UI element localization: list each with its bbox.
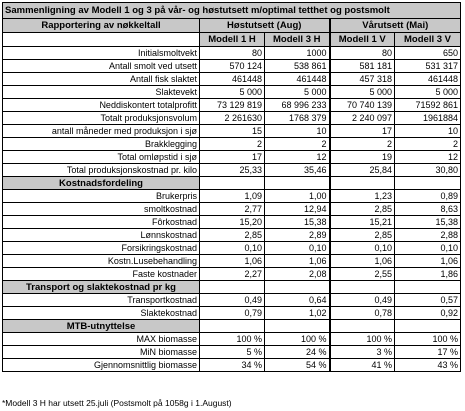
cell-value: 0,10 (265, 242, 330, 255)
cell-value: 17 % (395, 346, 461, 359)
cell-value: 100 % (330, 333, 395, 346)
cell-value: 10 (265, 125, 330, 138)
cell-value: 19 (330, 151, 395, 164)
cell-value: 650 (395, 47, 461, 60)
cell-value: 2 (330, 138, 395, 151)
cell-value: 15,20 (200, 216, 265, 229)
row-label: Initialsmoltvekt (3, 47, 200, 60)
cell-value: 461448 (200, 73, 265, 86)
section-blank-cell (330, 281, 395, 294)
cell-value: 2,88 (395, 229, 461, 242)
cell-value: 2,85 (200, 229, 265, 242)
section-blank-cell (265, 177, 330, 190)
table-row (3, 333, 461, 346)
transport-section-title: Transport og slaktekostnad pr kg (3, 281, 200, 294)
row-label: Brakklegging (3, 138, 200, 151)
cell-value: 2,27 (200, 268, 265, 281)
cell-value: 5 % (200, 346, 265, 359)
table-row (3, 151, 461, 164)
cell-value: 1,09 (200, 190, 265, 203)
table-row (3, 307, 461, 320)
cell-value: 1000 (265, 47, 330, 60)
mtb-section-title: MTB-utnyttelse (3, 320, 200, 333)
table-row (3, 242, 461, 255)
cell-value: 24 % (265, 346, 330, 359)
cost-section-title: Kostnadsfordeling (3, 177, 200, 190)
row-label: Faste kostnader (3, 268, 200, 281)
cell-value: 70 740 139 (330, 99, 395, 112)
cell-value: 2,77 (200, 203, 265, 216)
table-row (3, 73, 461, 86)
table-title: Sammenligning av Modell 1 og 3 på vår- og høstutsett m/optimal tetthet og postsmolt (3, 3, 461, 19)
model-header: Modell 3 H (265, 33, 330, 47)
cell-value: 30,80 (395, 164, 461, 177)
cell-value: 538 861 (265, 60, 330, 73)
cell-value: 1,02 (265, 307, 330, 320)
cell-value: 2,85 (330, 203, 395, 216)
cell-value: 68 996 233 (265, 99, 330, 112)
cell-value: 2,08 (265, 268, 330, 281)
cell-value: 581 181 (330, 60, 395, 73)
cell-value: 43 % (395, 359, 461, 372)
table-row (3, 203, 461, 216)
row-label: Lønnskostnad (3, 229, 200, 242)
row-label: Antall fisk slaktet (3, 73, 200, 86)
table-row (3, 86, 461, 99)
row-label: antall måneder med produksjon i sjø (3, 125, 200, 138)
model-header: Modell 3 V (395, 33, 461, 47)
cell-value: 0,78 (330, 307, 395, 320)
section-blank-cell (200, 177, 265, 190)
cell-value: 12,94 (265, 203, 330, 216)
row-label: Forsikringskostnad (3, 242, 200, 255)
table-row (3, 99, 461, 112)
cell-value: 1,86 (395, 268, 461, 281)
cell-value: 54 % (265, 359, 330, 372)
cell-value: 2,55 (330, 268, 395, 281)
model-header-row (3, 33, 461, 47)
row-label: Antall smolt ved utsett (3, 60, 200, 73)
cell-value: 0,92 (395, 307, 461, 320)
table-row (3, 268, 461, 281)
section-blank-cell (200, 281, 265, 294)
cell-value: 2 (265, 138, 330, 151)
cell-value: 41 % (330, 359, 395, 372)
cell-value: 3 % (330, 346, 395, 359)
cell-value: 12 (395, 151, 461, 164)
spring-header: Vårutsett (Mai) (330, 19, 461, 33)
cell-value: 0,10 (330, 242, 395, 255)
table-row (3, 164, 461, 177)
cell-value: 1,06 (395, 255, 461, 268)
cell-value: 0,89 (395, 190, 461, 203)
cell-value: 461448 (395, 73, 461, 86)
cell-value: 0,79 (200, 307, 265, 320)
row-label: Kostn.Lusebehandling (3, 255, 200, 268)
cell-value: 25,33 (200, 164, 265, 177)
cell-value: 1,06 (330, 255, 395, 268)
section-blank-cell (395, 281, 461, 294)
cell-value: 80 (330, 47, 395, 60)
table-row (3, 346, 461, 359)
cell-value: 34 % (200, 359, 265, 372)
cell-value: 8,63 (395, 203, 461, 216)
cell-value: 17 (330, 125, 395, 138)
section-blank-cell (265, 320, 330, 333)
cell-value: 531 317 (395, 60, 461, 73)
row-label: Transportkostnad (3, 294, 200, 307)
cell-value: 15,21 (330, 216, 395, 229)
cell-value: 1768 379 (265, 112, 330, 125)
cell-value: 2,89 (265, 229, 330, 242)
cell-value: 0,49 (330, 294, 395, 307)
table-row (3, 294, 461, 307)
model-header-blank (3, 33, 200, 47)
cell-value: 25,84 (330, 164, 395, 177)
cost-section-header-row (3, 177, 461, 190)
cell-value: 71592 861 (395, 99, 461, 112)
section-blank-cell (200, 320, 265, 333)
row-label: Totalt produksjonsvolum (3, 112, 200, 125)
cell-value: 1,06 (200, 255, 265, 268)
cell-value: 1,23 (330, 190, 395, 203)
row-label: Brukerpris (3, 190, 200, 203)
table-title-row (3, 3, 461, 19)
cell-value: 15 (200, 125, 265, 138)
cell-value: 15,38 (395, 216, 461, 229)
cell-value: 1,00 (265, 190, 330, 203)
row-label: MAX biomasse (3, 333, 200, 346)
row-label: Gjennomsnittlig biomasse (3, 359, 200, 372)
cell-value: 100 % (200, 333, 265, 346)
row-label: MiN biomasse (3, 346, 200, 359)
report-label: Rapportering av nøkkeltall (3, 19, 200, 33)
row-label: Slaktekostnad (3, 307, 200, 320)
cell-value: 570 124 (200, 60, 265, 73)
mtb-section-header-row (3, 320, 461, 333)
row-label: Total produksjonskostnad pr. kilo (3, 164, 200, 177)
cell-value: 73 129 819 (200, 99, 265, 112)
cell-value: 461448 (265, 73, 330, 86)
section-blank-cell (395, 177, 461, 190)
cell-value: 0,10 (395, 242, 461, 255)
row-label: Slaktevekt (3, 86, 200, 99)
row-label: Total omløpstid i sjø (3, 151, 200, 164)
table-row (3, 47, 461, 60)
cell-value: 457 318 (330, 73, 395, 86)
cell-value: 0,10 (200, 242, 265, 255)
cell-value: 5 000 (265, 86, 330, 99)
cell-value: 100 % (395, 333, 461, 346)
cell-value: 5 000 (200, 86, 265, 99)
cell-value: 15,38 (265, 216, 330, 229)
section-blank-cell (395, 320, 461, 333)
row-label: Fôrkostnad (3, 216, 200, 229)
section-blank-cell (330, 320, 395, 333)
section-blank-cell (330, 177, 395, 190)
group-header-row (3, 19, 461, 33)
cell-value: 5 000 (395, 86, 461, 99)
cell-value: 100 % (265, 333, 330, 346)
table-row (3, 216, 461, 229)
autumn-header: Høstutsett (Aug) (200, 19, 330, 33)
cell-value: 2,85 (330, 229, 395, 242)
row-label: smoltkostnad (3, 203, 200, 216)
cell-value: 0,49 (200, 294, 265, 307)
cell-value: 12 (265, 151, 330, 164)
transport-section-header-row (3, 281, 461, 294)
model-header: Modell 1 V (330, 33, 395, 47)
cell-value: 2 (395, 138, 461, 151)
cell-value: 1961884 (395, 112, 461, 125)
cell-value: 2 261630 (200, 112, 265, 125)
cell-value: 2 240 097 (330, 112, 395, 125)
table-row (3, 60, 461, 73)
comparison-table (2, 2, 461, 372)
cell-value: 35,46 (265, 164, 330, 177)
table-row (3, 138, 461, 151)
table-row (3, 190, 461, 203)
table-row (3, 359, 461, 372)
cell-value: 10 (395, 125, 461, 138)
cell-value: 80 (200, 47, 265, 60)
model-header: Modell 1 H (200, 33, 265, 47)
cell-value: 5 000 (330, 86, 395, 99)
cell-value: 0,57 (395, 294, 461, 307)
cell-value: 17 (200, 151, 265, 164)
table-row (3, 112, 461, 125)
footnote: *Modell 3 H har utsett 25.juli (Postsmolt på 1058g i 1.August) (2, 398, 232, 408)
table-row (3, 229, 461, 242)
section-blank-cell (265, 281, 330, 294)
row-label: Neddiskontert totalprofitt (3, 99, 200, 112)
cell-value: 0,64 (265, 294, 330, 307)
table-row (3, 125, 461, 138)
cell-value: 2 (200, 138, 265, 151)
cell-value: 1,06 (265, 255, 330, 268)
table-row (3, 255, 461, 268)
